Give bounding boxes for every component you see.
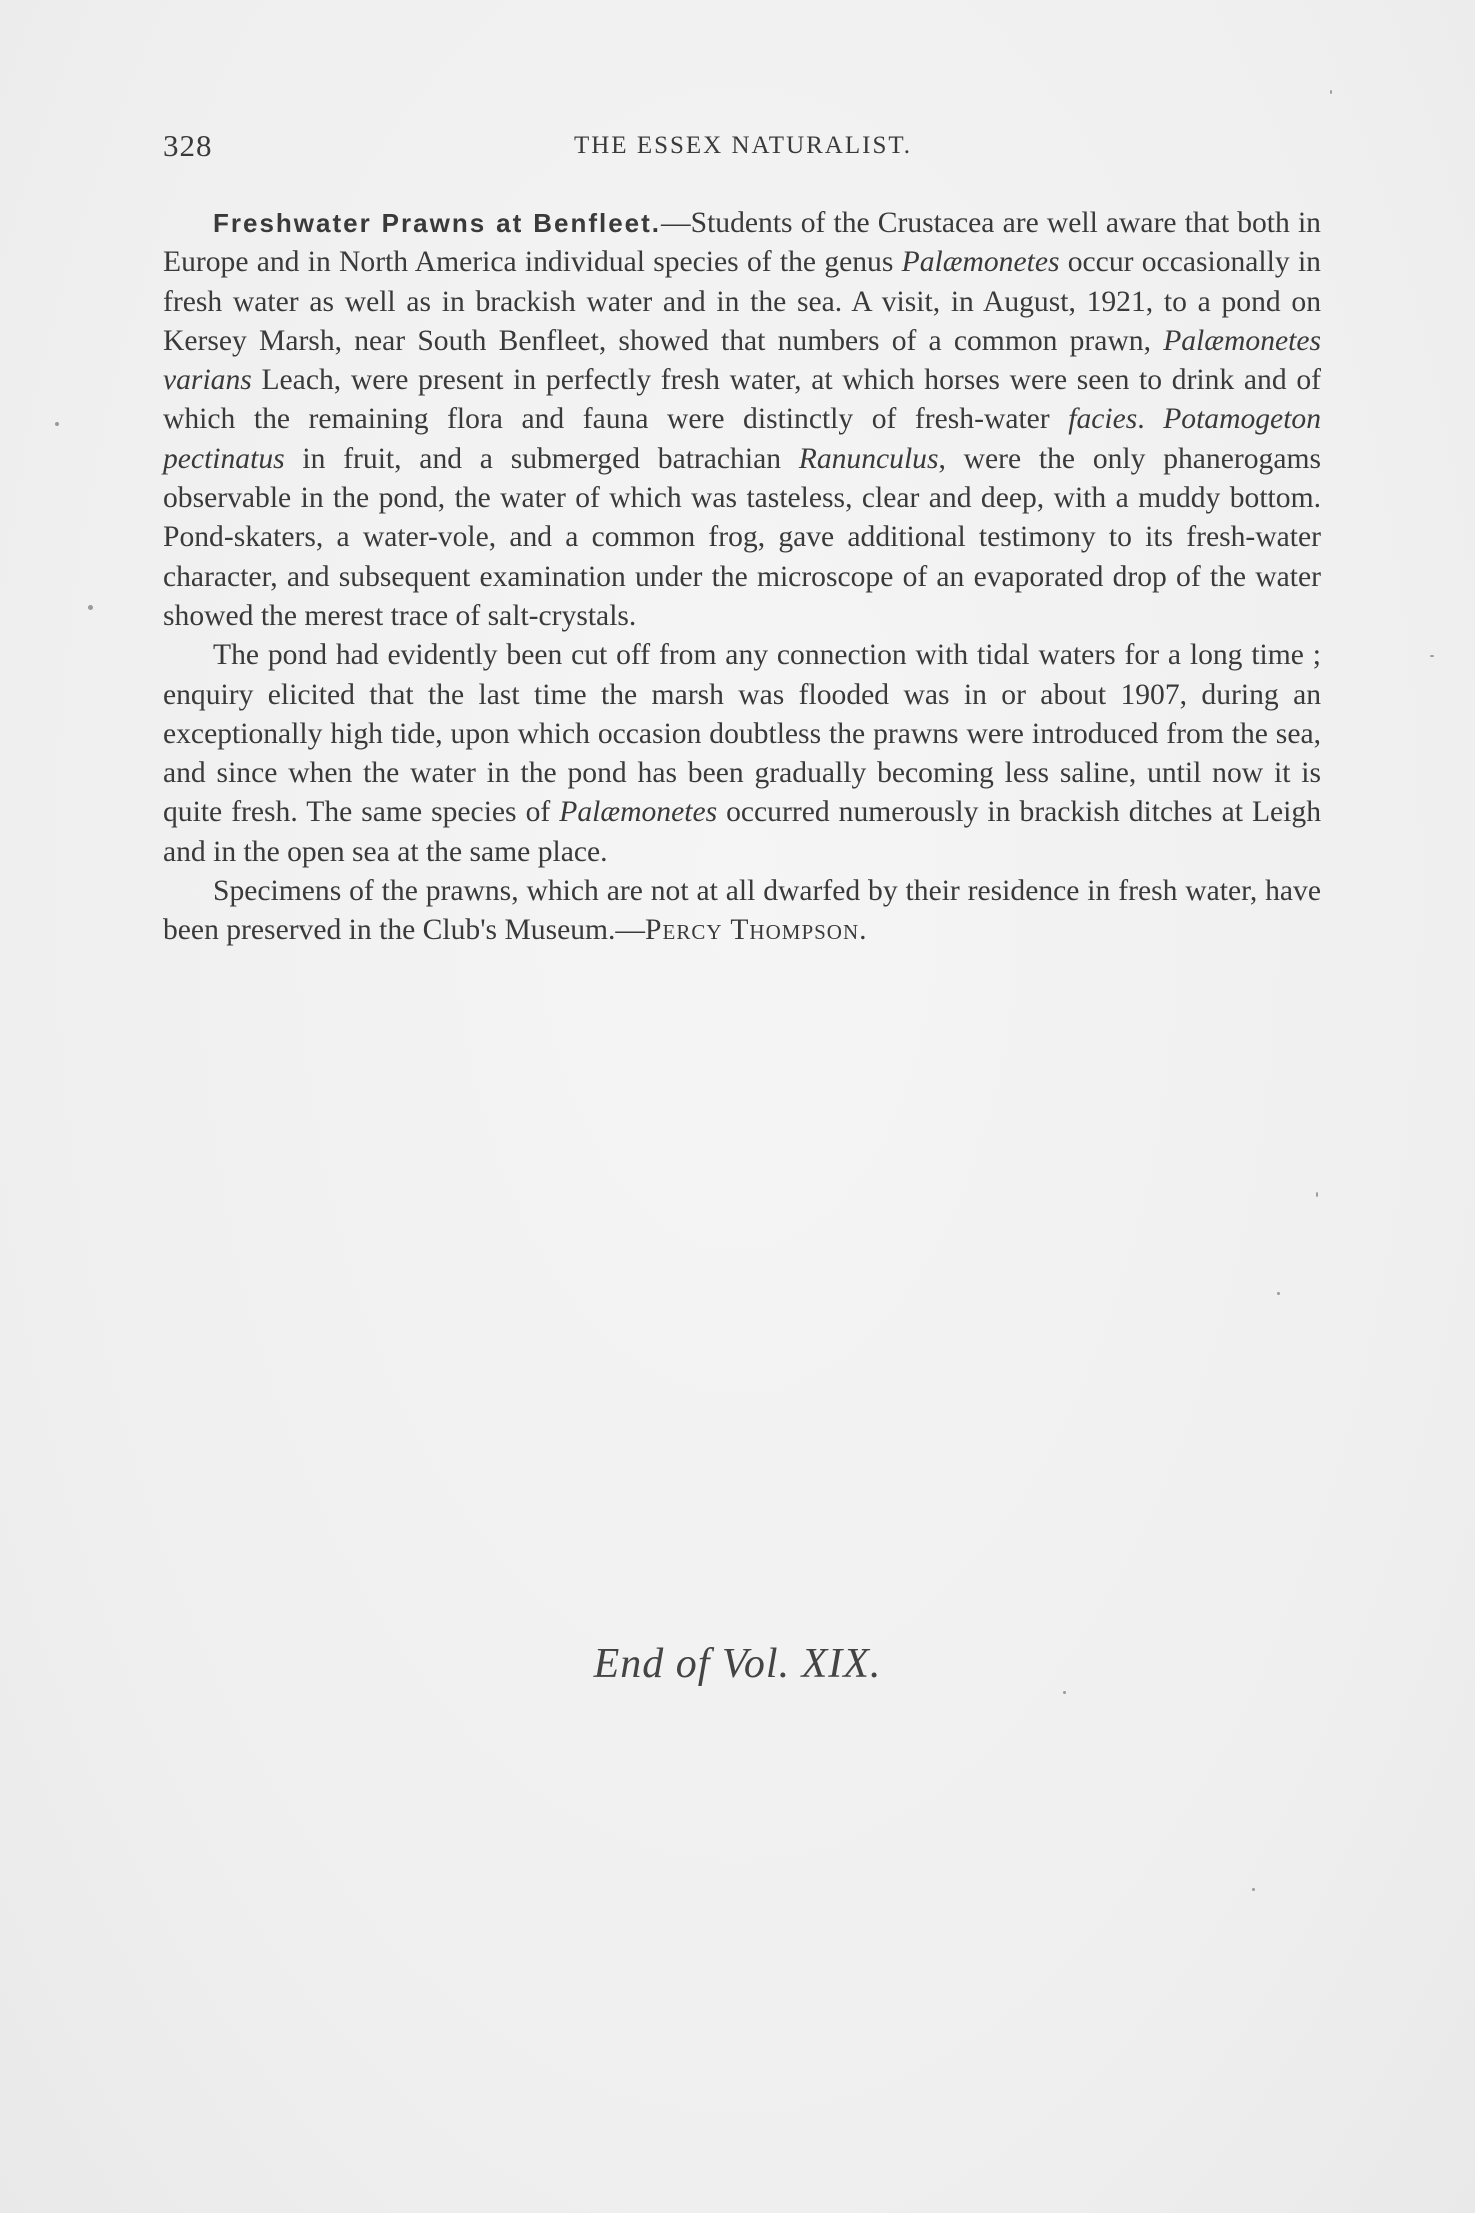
paragraph-1 [163, 204, 1321, 636]
text-run: occur occasionally in fresh water as well as in brackish water and in the sea. A visit, in August, 1921, to a pond on Kersey Marsh, near South Benfleet, showed that numbers of a common prawn, [163, 246, 1321, 357]
page-number: 328 [163, 128, 213, 163]
text-run: Specimens of the prawns, which are not at all dwarfed by their residence in fresh water, have been preserved in the Club's Museum.— [163, 875, 1321, 947]
article-title: Freshwater Prawns at Benfleet. [213, 208, 662, 238]
italic-term: facies [1068, 403, 1138, 436]
text-run: in fruit, and a submerged batrachian [284, 442, 799, 475]
italic-term: Palæmonetes [901, 246, 1060, 279]
page-header [163, 128, 1323, 168]
paragraph-2 [163, 636, 1321, 872]
paper-speck [88, 605, 93, 610]
author-name: Percy Thompson [645, 914, 860, 947]
text-run: , were the only phanerogams observable in the pond, the water of which was tasteless, clear and deep, with a muddy bottom. Pond-skaters, a water-vole, and a common frog, gave additional testimony to its fresh-water character, and subsequent examination under the microscope of an evaporated drop of the water showed the merest trace of salt-crystals. [163, 442, 1321, 632]
text-run: . [1137, 403, 1164, 436]
paper-speck [1330, 90, 1332, 94]
paper-speck [55, 422, 59, 426]
italic-term: Palæmonetes [559, 796, 718, 829]
text-run: Leach, were present in perfectly fresh water, at which horses were seen to drink and of which the remaining flora and fauna were distinctly of fresh-water [163, 364, 1321, 436]
italic-term: Potamogeton pectinatus [163, 403, 1322, 475]
paper-speck [1316, 1192, 1318, 1197]
paragraph-3 [163, 872, 1321, 951]
end-of-volume-note: End of Vol. XIX. [593, 1641, 882, 1687]
text-run: . [859, 914, 867, 947]
text-run: occurred numerously in brackish ditches at Leigh and in the open sea at the same place. [163, 796, 1321, 868]
text-run: The pond had evidently been cut off from any connection with tidal waters for a long time ; enquiry elicited that the last time the marsh was flooded was in or about 1907, during an exceptionally high tide, upon which occasion doubtless the prawns were introduced from the sea, and since when the water in the pond has been gradually becoming less saline, until now it is quite fresh. The same species of [163, 639, 1321, 829]
running-title: THE ESSEX NATURALIST. [573, 132, 913, 159]
italic-term: Ranunculus [798, 442, 939, 475]
paper-speck [1277, 1292, 1280, 1295]
text-run: —Students of the Crustacea are well aware that both in Europe and in North America individual species of the genus [163, 207, 1321, 279]
paper-speck [1430, 655, 1434, 657]
paper-speck [1063, 1691, 1066, 1694]
article-body [163, 204, 1321, 951]
paper-speck [1252, 1888, 1255, 1891]
italic-term: Palæmonetes varians [163, 324, 1321, 397]
